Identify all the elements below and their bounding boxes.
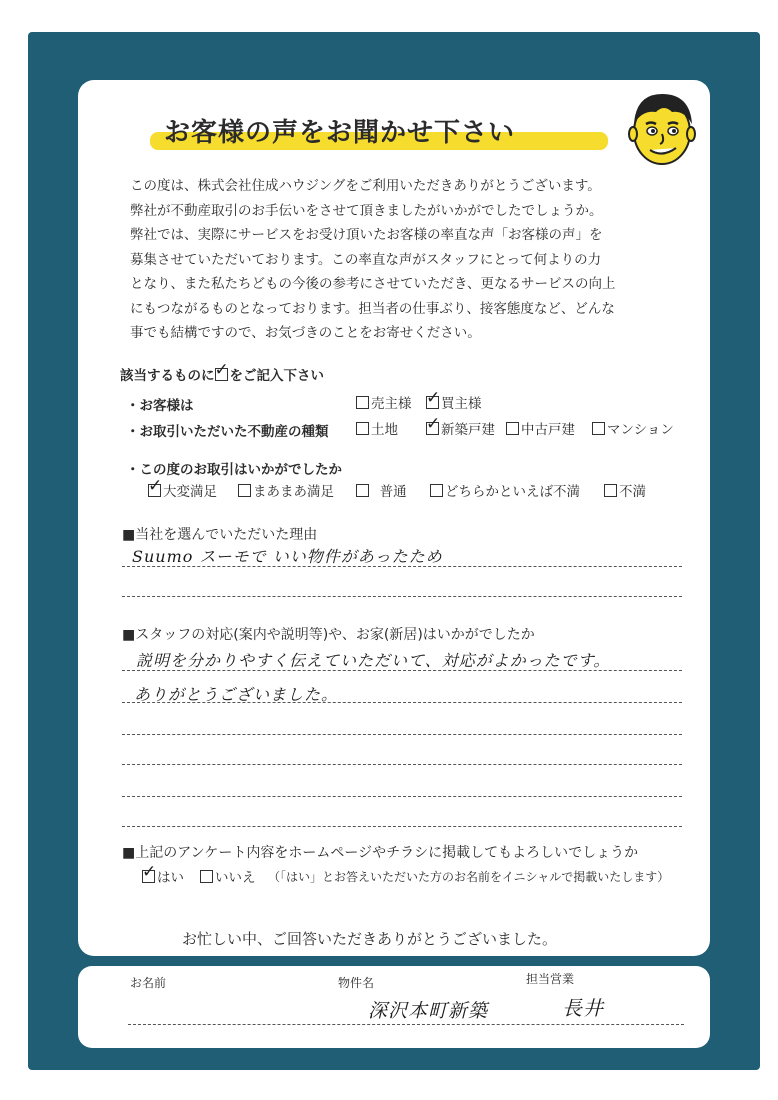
mascot-face-icon [620, 86, 704, 170]
check-mark-icon: ✓ [214, 360, 229, 380]
intro-line: となり、また私たちどもの今後の参考にさせていただき、更なるサービスの向上 [130, 276, 616, 292]
option-used-house[interactable]: 中古戸建 [506, 418, 575, 438]
checkbox-publish-no[interactable] [200, 870, 213, 883]
page-title: お客様の声をお聞かせ下さい [164, 118, 516, 148]
checkbox-dissatisfied[interactable] [604, 484, 617, 497]
staff-answer-line-1[interactable]: 説明を分かりやすく伝えていただいて、対応がよかったです。 [136, 651, 611, 670]
sales-value[interactable]: 長井 [562, 996, 604, 1020]
thanks-message: お忙しい中、ご回答いただきありがとうございました。 [182, 930, 558, 948]
square-bullet-icon: ■ [122, 527, 136, 543]
option-mansion[interactable]: マンション [592, 418, 674, 438]
question-reason: ■当社を選んでいただいた理由 [122, 527, 318, 543]
option-very-satisfied[interactable]: ✓ 大変満足 [148, 476, 217, 500]
answer-line [122, 734, 682, 735]
check-mark-icon: ✓ [142, 862, 157, 882]
checkbox-fairly-satisfied[interactable] [238, 484, 251, 497]
option-publish-yes[interactable]: ✓ はい [142, 862, 184, 886]
publish-note: （「はい」とお答えいただいた方のお名前をイニシャルで掲載いたします） [268, 870, 670, 884]
checkbox-publish-yes[interactable] [142, 862, 157, 883]
check-mark-icon: ✓ [426, 388, 441, 408]
checkbox-new-house[interactable] [426, 414, 441, 435]
option-dissatisfied[interactable]: 不満 [604, 480, 646, 500]
checkbox-normal[interactable] [356, 484, 369, 497]
property-label: 物件名 [338, 976, 375, 990]
intro-line: 事でも結構ですので、お気づきのことをお寄せください。 [130, 325, 481, 341]
check-mark-icon: ✓ [426, 414, 441, 434]
check-mark-icon: ✓ [148, 476, 163, 496]
intro-line: この度は、株式会社住成ハウジングをご利用いただきありがとうございます。 [130, 178, 601, 194]
intro-line: 弊社では、実際にサービスをお受け頂いたお客様の率直な声「お客様の声」を [130, 227, 603, 243]
option-somewhat-dissatisfied[interactable]: どちらかといえば不満 [430, 480, 580, 500]
instruction: 該当するものに ✓ をご記入下さい [120, 360, 324, 384]
option-seller[interactable]: 売主様 [356, 392, 412, 412]
checkbox-land[interactable] [356, 422, 369, 435]
staff-answer-line-2[interactable]: ありがとうございました。 [134, 685, 339, 704]
intro-line: にもつながるものとなっております。担当者の仕事ぶり、接客態度など、どんな [130, 300, 615, 317]
footer-line [128, 1024, 684, 1025]
answer-line [122, 596, 682, 597]
checkbox-seller[interactable] [356, 396, 369, 409]
reason-answer[interactable]: Suumo スーモで いい物件があったため [132, 547, 443, 566]
option-normal[interactable]: 普通 [356, 480, 407, 500]
answer-line [122, 826, 682, 827]
intro-line: 募集させていただいております。この率直な声がスタッフにとって何よりの力 [130, 251, 602, 268]
question-satisfaction: ・この度のお取引はいかがでしたか [126, 462, 342, 478]
sales-label: 担当営業 [526, 972, 575, 986]
answer-line [122, 796, 682, 797]
option-publish-no[interactable]: いいえ [200, 866, 256, 886]
answer-line [122, 566, 682, 567]
checkbox-buyer[interactable] [426, 388, 441, 409]
question-staff: ■スタッフの対応(案内や説明等)や、お家(新居)はいかがでしたか [122, 627, 535, 643]
square-bullet-icon: ■ [122, 845, 136, 861]
intro-paragraph [130, 174, 690, 346]
question-customer: ・お客様は [126, 398, 194, 414]
option-buyer[interactable]: ✓ 買主様 [426, 388, 482, 412]
answer-line [122, 670, 682, 671]
answer-line [122, 764, 682, 765]
option-new-house[interactable]: ✓ 新築戸建 [426, 414, 495, 438]
name-label: お名前 [130, 976, 167, 990]
option-land[interactable]: 土地 [356, 418, 398, 438]
question-property: ・お取引いただいた不動産の種類 [126, 424, 329, 440]
checkbox-somewhat-dissatisfied[interactable] [430, 484, 443, 497]
property-value[interactable]: 深沢本町新築 [368, 1000, 489, 1022]
title-block [150, 112, 610, 152]
answer-line [122, 702, 682, 703]
square-bullet-icon: ■ [122, 627, 136, 643]
checkbox-mansion[interactable] [592, 422, 605, 435]
intro-line: 弊社が不動産取引のお手伝いをさせて頂きましたがいかがでしたでしょうか。 [130, 202, 603, 219]
question-publish: ■上記のアンケート内容をホームページやチラシに掲載してもよろしいでしょうか [122, 845, 639, 861]
checkbox-very-satisfied[interactable] [148, 476, 163, 497]
option-fairly-satisfied[interactable]: まあまあ満足 [238, 480, 334, 500]
checkbox-used-house[interactable] [506, 422, 519, 435]
checkbox-sample [214, 360, 229, 381]
